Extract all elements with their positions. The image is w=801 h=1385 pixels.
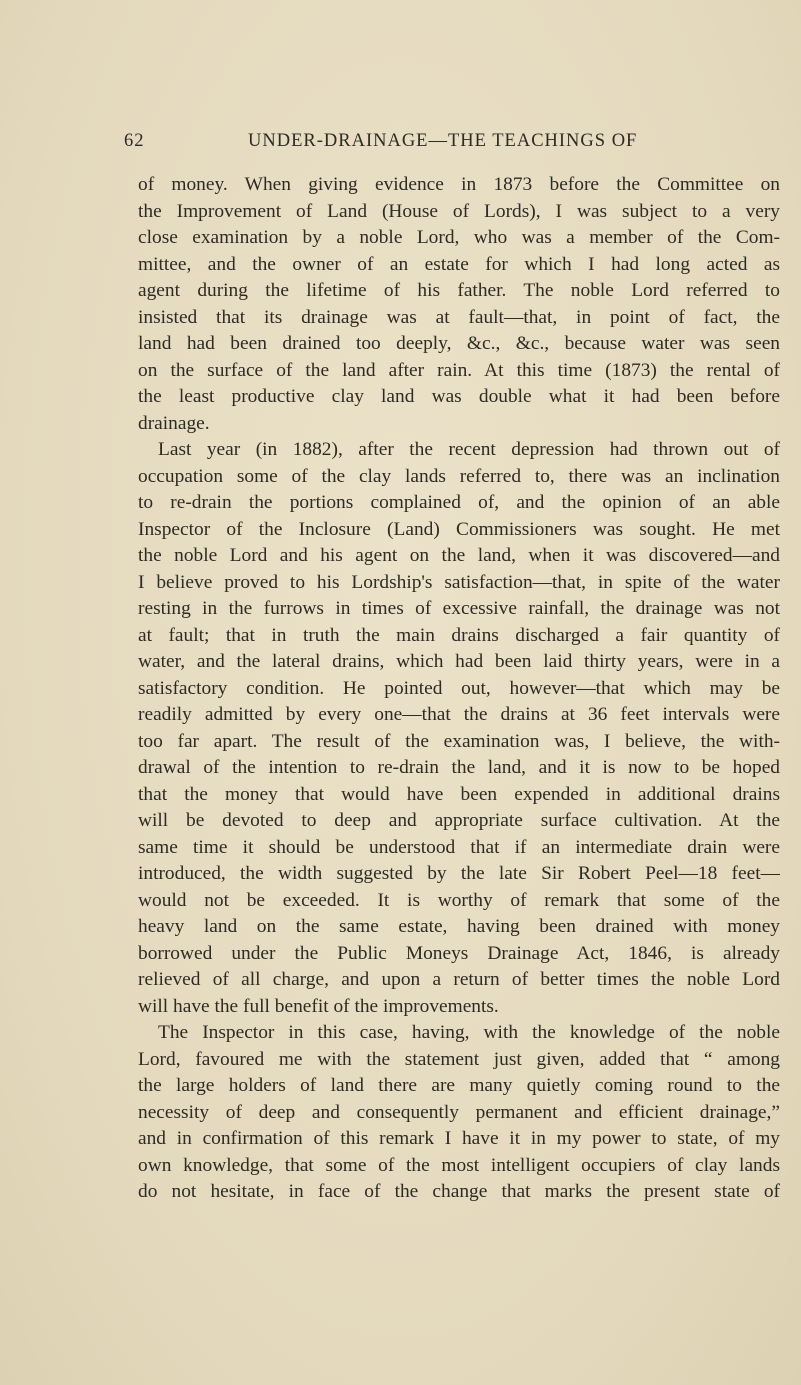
text-line: drainage. <box>138 412 210 434</box>
page-header <box>124 131 774 155</box>
text-line: Inspector of the Inclosure (Land) Commissioners was sought. He met <box>138 518 780 540</box>
text-line: resting in the furrows in times of excessive rainfall, the drainage was not <box>138 598 780 619</box>
text-line: that the money that would have been expended in additional drains <box>138 783 780 805</box>
text-line: water, and the lateral drains, which had been laid thirty years, were in a <box>138 651 780 672</box>
text-line: the noble Lord and his agent on the land, when it was discovered—and <box>138 545 780 566</box>
text-line: on the surface of the land after rain. At this time (1873) the rental of <box>138 359 780 381</box>
text-line: The Inspector in this case, having, with the knowledge of the noble <box>158 1022 780 1043</box>
text-line: occupation some of the clay lands referred to, there was an inclination <box>138 465 780 487</box>
text-line: same time it should be understood that if an intermediate drain were <box>138 836 780 858</box>
text-line: agent during the lifetime of his father. The noble Lord referred to <box>138 280 780 301</box>
text-line: relieved of all charge, and upon a return of better times the noble Lord <box>138 969 780 990</box>
text-line: at fault; that in truth the main drains discharged a fair quantity of <box>138 624 780 646</box>
text-line: borrowed under the Public Moneys Drainage Act, 1846, is already <box>138 942 780 964</box>
text-line: heavy land on the same estate, having been drained with money <box>138 916 780 937</box>
text-line: mittee, and the owner of an estate for which I had long acted as <box>138 253 780 275</box>
text-line: will have the full benefit of the improvements. <box>138 995 499 1017</box>
text-line: readily admitted by every one—that the drains at 36 feet intervals were <box>138 704 780 725</box>
text-line: Last year (in 1882), after the recent depression had thrown out of <box>158 439 780 460</box>
text-line: and in confirmation of this remark I have it in my power to state, of my <box>138 1128 780 1149</box>
text-line: the least productive clay land was double what it had been before <box>138 386 780 407</box>
text-line: the Improvement of Land (House of Lords), I was subject to a very <box>138 200 780 222</box>
text-line: close examination by a noble Lord, who was a member of the Com- <box>138 227 780 248</box>
text-line: to re-drain the portions complained of, and the opinion of an able <box>138 492 780 513</box>
text-line: land had been drained too deeply, &c., &c., because water was seen <box>138 333 780 354</box>
text-line: the large holders of land there are many quietly coming round to the <box>138 1075 780 1096</box>
text-line: do not hesitate, in face of the change that marks the present state of <box>138 1181 780 1202</box>
text-line: satisfactory condition. He pointed out, however—that which may be <box>138 677 780 699</box>
text-line: necessity of deep and consequently permanent and efficient drainage,” <box>138 1101 780 1123</box>
text-line: too far apart. The result of the examination was, I believe, the with- <box>138 730 780 752</box>
text-line: I believe proved to his Lordship's satisfaction—that, in spite of the water <box>138 571 780 593</box>
running-head: UNDER-DRAINAGE—THE TEACHINGS OF <box>248 131 638 151</box>
text-line: own knowledge, that some of the most intelligent occupiers of clay lands <box>138 1154 780 1176</box>
text-line: drawal of the intention to re-drain the land, and it is now to be hoped <box>138 757 780 778</box>
text-line: would not be exceeded. It is worthy of remark that some of the <box>138 889 780 911</box>
text-line: of money. When giving evidence in 1873 before the Committee on <box>138 174 780 195</box>
text-line: will be devoted to deep and appropriate surface cultivation. At the <box>138 810 780 831</box>
text-line: introduced, the width suggested by the late Sir Robert Peel—18 feet— <box>138 863 780 884</box>
text-line: insisted that its drainage was at fault—that, in point of fact, the <box>138 306 780 328</box>
text-line: Lord, favoured me with the statement just given, added that “ among <box>138 1048 780 1070</box>
body-text <box>138 172 780 1206</box>
page-number: 62 <box>124 131 145 151</box>
